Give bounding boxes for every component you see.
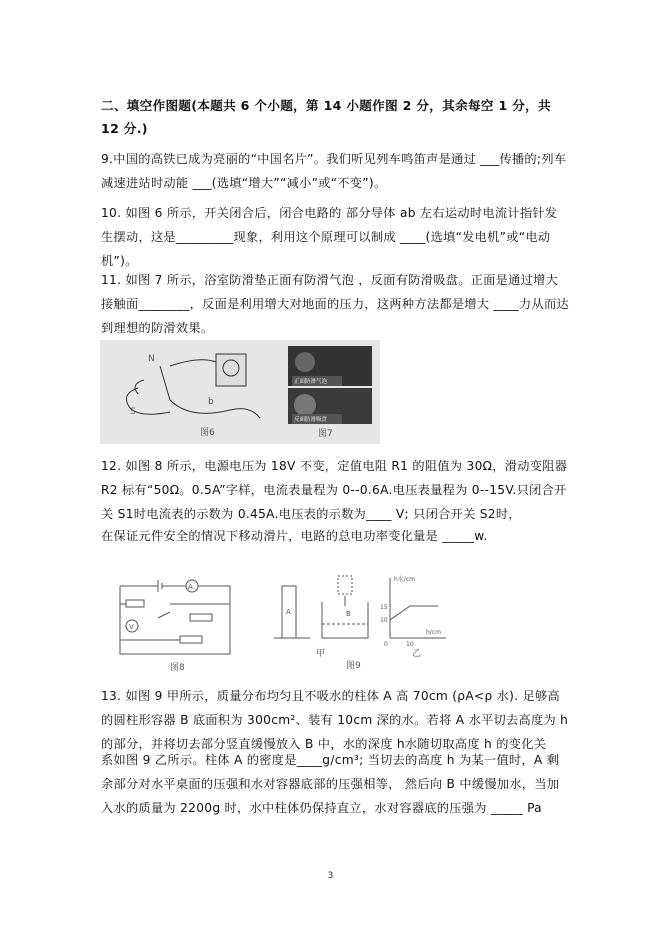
svg-text:A: A xyxy=(188,583,193,591)
question-11: 11. 如图 7 所示，浴室防滑垫正面有防滑气泡 ，反面有防滑吸盘。正面是通过增大接触面________，反面是利用增大对地面的压力，这两种方法都是增大 ____力从而达到理想的防滑效果。 xyxy=(101,273,570,335)
svg-text:A: A xyxy=(286,608,291,616)
figure-9-yi: 乙 xyxy=(412,649,422,659)
question-12-part1: 12. 如图 8 所示，电源电压为 18V 不变，定值电阻 R1 的阻值为 30Ω，滑动变阻器 R2 标有“50Ω。0.5A”字样，电流表量程为 0--0.6A.电压表量程为 0--15V.只闭合开关 S1时电流表的示数为 0.45A.电压表的示数为____ V; 只闭合开关 S2时， xyxy=(101,459,568,521)
resistor-r3 xyxy=(180,636,202,643)
figure-7-label: 图7 xyxy=(318,429,333,439)
resistor-r1 xyxy=(126,600,144,607)
rheostat-r2 xyxy=(190,614,212,621)
fig9-axis-x: h/cm xyxy=(426,629,441,636)
figure-6-7-photo xyxy=(100,340,380,444)
galvanometer xyxy=(216,354,246,386)
svg-text:10: 10 xyxy=(380,617,388,624)
question-9: 9.中国的高铁已成为亮丽的“中国名片”。我们听见列车鸣笛声是通过 ___传播的;列车减速进站时动能 ___(选填“增大”“减小”或“不变”)。 xyxy=(101,152,567,190)
fig7-label-top: 正面防滑气泡 xyxy=(294,379,328,385)
svg-text:V: V xyxy=(129,623,134,631)
figure-8-circuit xyxy=(110,574,240,674)
figure-9-label: 图9 xyxy=(346,661,361,671)
svg-text:15: 15 xyxy=(380,604,388,611)
question-13-part2: 系如图 9 乙所示。柱体 A 的密度是____g/cm³; 当切去的高度 h 为某一值时，A 剩余部分对水平桌面的压强和水对容器底部的压强相等， 然后向 B 中缓慢加水，当加入水的质量为 2200g 时，水中柱体仍保持直立，水对容器底的压强为 _____ Pa xyxy=(101,753,560,815)
svg-text:b: b xyxy=(208,397,214,407)
svg-text:10: 10 xyxy=(406,641,414,648)
section-heading: 二、填空作图题(本题共 6 个小题，第 14 小题作图 2 分，其余每空 1 分，共 12 分.) xyxy=(101,98,551,136)
question-10: 10. 如图 6 所示，开关闭合后，闭合电路的 部分导体 ab 左右运动时电流计指针发生摆动，这是_________现象，利用这个原理可以制成 ____(选填“发电机”或“电动机”)。 xyxy=(101,206,558,268)
figure-9-jia: 甲 xyxy=(316,649,326,659)
question-13-part1: 13. 如图 9 甲所示，质量分布均匀且不吸水的柱体 A 高 70cm (ρA<ρ 水). 足够高的圆柱形容器 B 底面积为 300cm²、装有 10cm 深的水。若将 A 水平切去高度为 h 的部分，并将切去部分竖直缓慢放入 B 中，水的深度 h水随切取高度 h 的变化关 xyxy=(101,689,569,751)
svg-text:B: B xyxy=(346,610,351,618)
depth-curve xyxy=(390,606,438,620)
svg-text:N: N xyxy=(148,354,155,364)
figure-9 xyxy=(260,572,450,672)
svg-text:S: S xyxy=(130,407,136,417)
page-number: 3 xyxy=(327,871,334,881)
figure-8-label: 图8 xyxy=(170,663,185,673)
container-b xyxy=(322,602,368,638)
figure-6-label: 图6 xyxy=(200,428,215,438)
fig9-axis-y: h水/cm xyxy=(394,576,415,583)
svg-text:0: 0 xyxy=(384,641,388,648)
question-12-part2: 在保证元件安全的情况下移动滑片，电路的总电功率变化量是 _____w. xyxy=(101,529,488,543)
fig7-label-bottom: 反面防滑吸盘 xyxy=(294,417,328,423)
